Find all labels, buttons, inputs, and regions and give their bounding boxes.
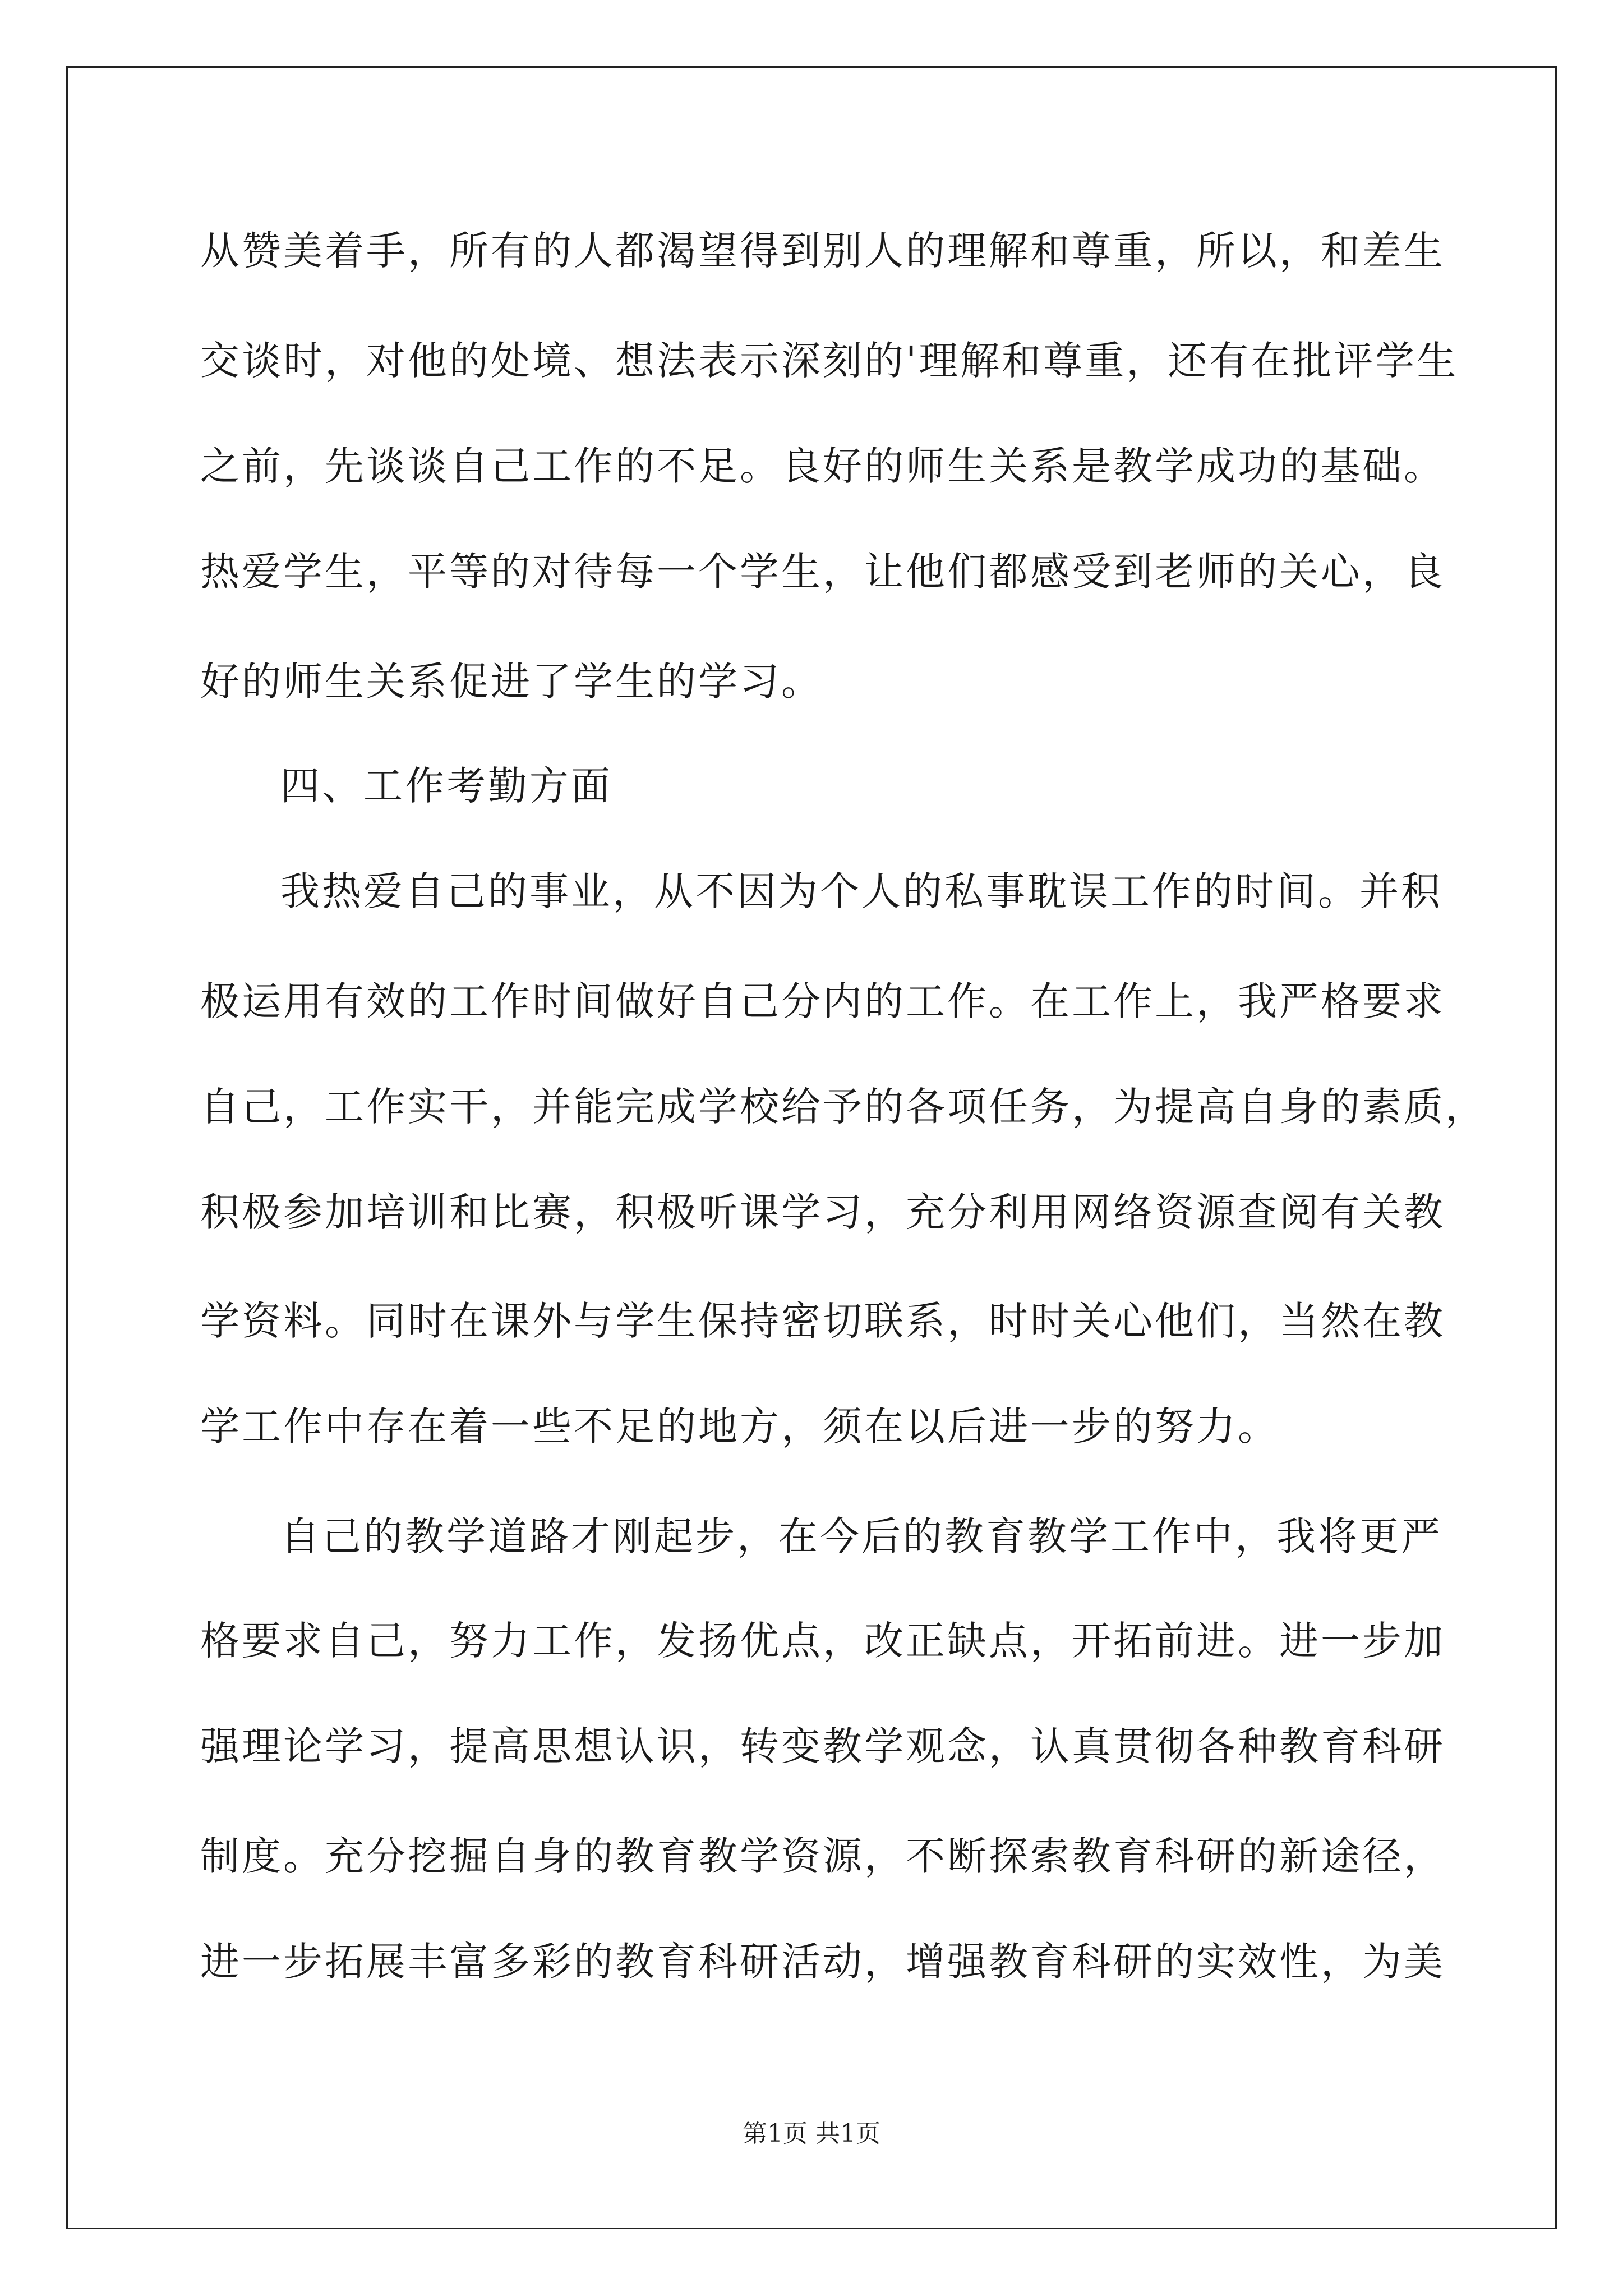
body-line-2: 交谈时，对他的处境、想法表示深刻的'理解和尊重，还有在批评学生 bbox=[200, 338, 1459, 384]
section-heading: 四、工作考勤方面 bbox=[280, 763, 612, 809]
page-footer: 第1页 共1页 bbox=[743, 2119, 880, 2148]
body-line-16: 制度。充分挖掘自身的教育教学资源，不断探索教育科研的新途径， bbox=[200, 1833, 1445, 1879]
body-line-14: 格要求自己，努力工作，发扬优点，改正缺点，开拓前进。进一步加 bbox=[200, 1618, 1445, 1664]
body-line-7: 我热爱自己的事业，从不因为个人的私事耽误工作的时间。并积 bbox=[280, 868, 1442, 914]
body-line-5: 好的师生关系促进了学生的学习。 bbox=[200, 659, 823, 705]
body-line-13: 自己的教学道路才刚起步，在今后的教育教学工作中，我将更严 bbox=[280, 1513, 1442, 1559]
body-line-11: 学资料。同时在课外与学生保持密切联系，时时关心他们，当然在教 bbox=[200, 1298, 1445, 1344]
body-line-15: 强理论学习，提高思想认识，转变教学观念，认真贯彻各种教育科研 bbox=[200, 1723, 1445, 1769]
body-line-1: 从赞美着手，所有的人都渴望得到别人的理解和尊重，所以，和差生 bbox=[200, 228, 1445, 274]
body-line-12: 学工作中存在着一些不足的地方，须在以后进一步的努力。 bbox=[200, 1404, 1279, 1450]
body-line-9: 自己，工作实干，并能完成学校给予的各项任务，为提高自身的素质， bbox=[200, 1084, 1487, 1130]
body-line-17: 进一步拓展丰富多彩的教育科研活动，增强教育科研的实效性，为美 bbox=[200, 1939, 1445, 1985]
body-line-8: 极运用有效的工作时间做好自己分内的工作。在工作上，我严格要求 bbox=[200, 978, 1445, 1024]
body-line-10: 积极参加培训和比赛，积极听课学习，充分利用网络资源查阅有关教 bbox=[200, 1189, 1445, 1235]
body-line-4: 热爱学生，平等的对待每一个学生，让他们都感受到老师的关心，良 bbox=[200, 549, 1445, 595]
page-border bbox=[66, 66, 1557, 2229]
body-line-3: 之前，先谈谈自己工作的不足。良好的师生关系是教学成功的基础。 bbox=[200, 443, 1445, 489]
